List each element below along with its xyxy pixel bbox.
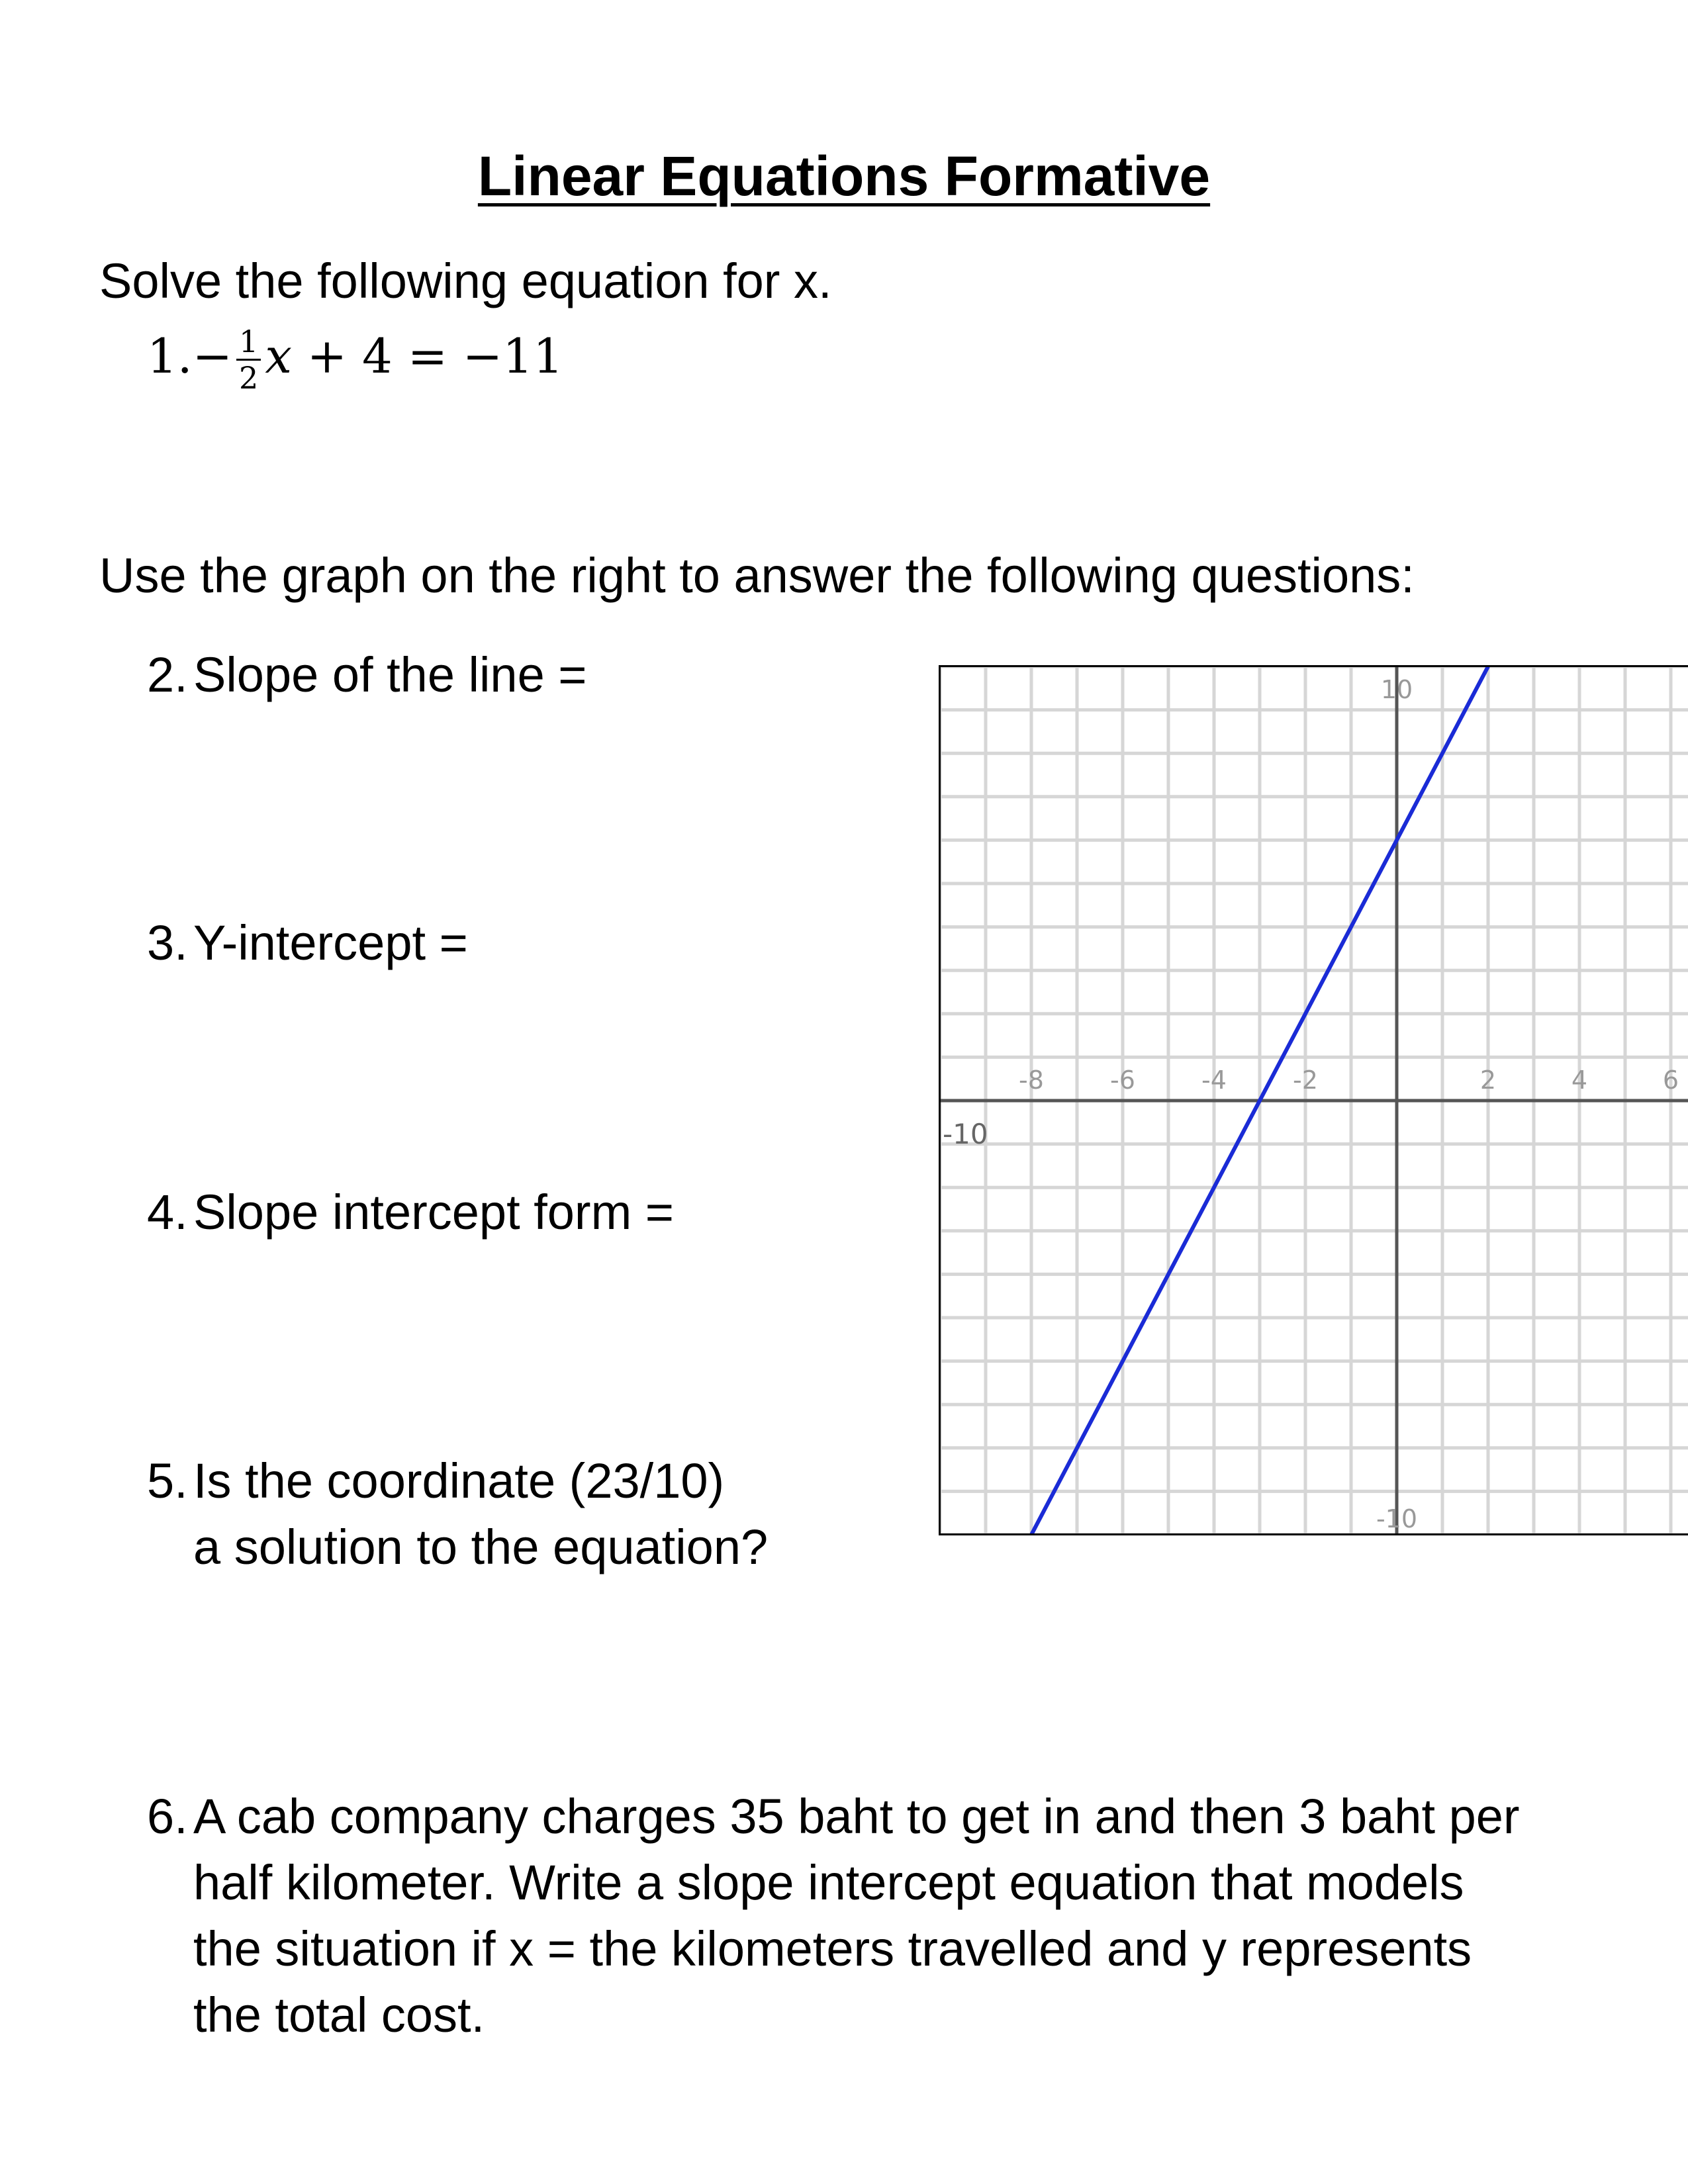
q1-rest: + 4 = −11	[291, 328, 563, 384]
x-tick-label: 4	[1571, 1066, 1588, 1095]
q1-number: 1.	[147, 328, 193, 384]
page-title: Linear Equations Formative	[477, 145, 1211, 207]
coordinate-graph	[939, 665, 1688, 1535]
q1-variable: x	[265, 328, 292, 384]
question-1	[147, 323, 563, 395]
q6-line-4: the total cost.	[193, 1987, 485, 2042]
q5-line1: Is the coordinate (23/10)	[193, 1453, 725, 1508]
q2-number: 2.	[147, 647, 188, 702]
x-tick-label: -4	[1201, 1066, 1227, 1095]
x-tick-label: -2	[1293, 1066, 1318, 1095]
question-2	[147, 642, 587, 708]
q2-text: Slope of the line =	[193, 647, 587, 702]
x-tick-label: 2	[1479, 1066, 1497, 1095]
q1-minus: −	[192, 328, 233, 384]
q5-number: 5.	[147, 1453, 188, 1508]
x-tick-label: -10	[943, 1118, 988, 1150]
x-tick-label: -8	[1019, 1066, 1044, 1095]
y-tick-label: -10	[1376, 1504, 1418, 1533]
instruction-graph: Use the graph on the right to answer the following questions:	[99, 548, 1415, 603]
q1-frac-den: 2	[239, 359, 259, 396]
question-5	[147, 1448, 768, 1580]
q1-frac-num: 1	[236, 324, 261, 361]
y-tick-label: 10	[1380, 675, 1413, 704]
q1-fraction	[236, 324, 261, 395]
q6-line-2: half kilometer. Write a slope intercept equation that models	[193, 1855, 1464, 1910]
instruction-solve: Solve the following equation for x.	[99, 253, 832, 308]
q3-number: 3.	[147, 915, 188, 970]
q4-text: Slope intercept form =	[193, 1185, 674, 1240]
q6-line-3: the situation if x = the kilometers travelled and y represents	[193, 1921, 1472, 1976]
q6-number: 6.	[147, 1789, 188, 1844]
x-tick-label: -6	[1110, 1066, 1135, 1095]
question-6	[147, 1784, 1520, 2048]
question-4	[147, 1179, 674, 1246]
x-tick-label: 6	[1662, 1066, 1679, 1095]
q5-line2: a solution to the equation?	[193, 1520, 769, 1574]
question-3	[147, 910, 468, 976]
q4-number: 4.	[147, 1185, 188, 1240]
q6-line-1: A cab company charges 35 baht to get in and then 3 baht per	[193, 1789, 1520, 1844]
q3-text: Y-intercept =	[193, 915, 468, 970]
